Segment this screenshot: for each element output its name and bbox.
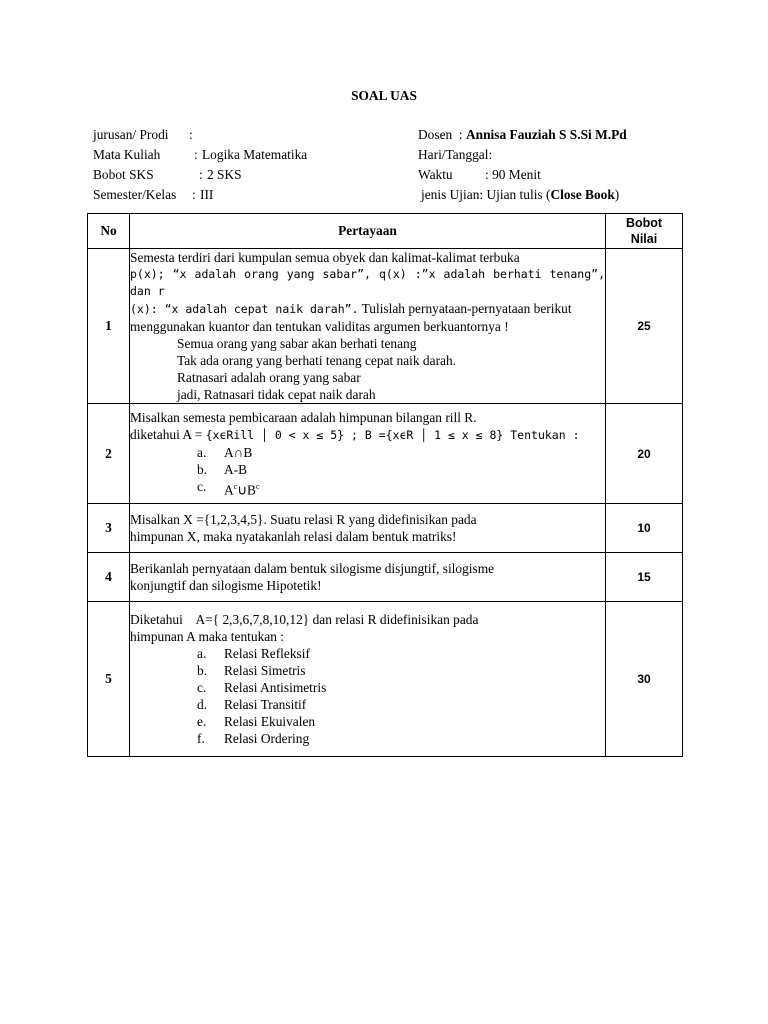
- list-text: A-B: [224, 461, 248, 477]
- list-item: [130, 679, 605, 696]
- list-text: Relasi Transitif: [224, 697, 307, 712]
- list-marker: d.: [197, 697, 208, 712]
- info-value: III: [200, 187, 214, 202]
- row-number: 2: [88, 404, 130, 504]
- question-text: Diketahui A={ 2,3,6,7,8,10,12} dan relasi R didefinisikan pada: [130, 612, 479, 627]
- list-item: [130, 444, 605, 461]
- list-marker: e.: [197, 714, 207, 729]
- info-row-waktu: [418, 165, 627, 185]
- info-row-mata-kuliah: [93, 145, 308, 165]
- list-text: Relasi Ordering: [224, 731, 310, 746]
- question-cell: [130, 553, 606, 602]
- question-text: Tulislah pernyataan-pernyataan berikut: [358, 301, 572, 316]
- list-item: [130, 478, 605, 498]
- question-text: [130, 426, 605, 444]
- row-number: 1: [88, 249, 130, 404]
- set-definition: {xϵRill │ 0 < x ≤ 5} ; B ={xϵR │ 1 ≤ x ≤ 8} Tentukan :: [205, 427, 580, 442]
- info-row-prodi: [93, 125, 193, 145]
- header-weight-line1: Bobot: [625, 216, 663, 230]
- question-text: menggunakan kuantor dan tentukan validitas argumen berkuantornya !: [130, 319, 509, 334]
- superscript-c: c: [233, 481, 238, 491]
- info-sep: :: [189, 127, 193, 142]
- list-marker: c.: [197, 478, 207, 494]
- weight-value: 20: [606, 404, 683, 504]
- info-row-bobot-sks: [93, 165, 242, 185]
- row-number: 5: [88, 602, 130, 757]
- jenis-key: jenis Ujian: Ujian tulis (: [421, 187, 551, 202]
- info-sep: :: [194, 147, 198, 162]
- list-item: [130, 662, 605, 679]
- weight-value: 15: [606, 553, 683, 602]
- jenis-end: ): [614, 187, 620, 202]
- page-title: SOAL UAS: [351, 88, 417, 103]
- weight-value: 30: [606, 602, 683, 757]
- header-no: No: [88, 214, 130, 249]
- question-text: himpunan X, maka nyatakanlah relasi dalam bentuk matriks!: [130, 529, 457, 544]
- list-text: [224, 478, 260, 498]
- question-text: diketahui A =: [130, 426, 206, 442]
- list-marker: b.: [197, 461, 208, 477]
- list-text: Relasi Ekuivalen: [224, 714, 316, 729]
- exam-table: [87, 213, 683, 757]
- statement: Semua orang yang sabar akan berhati tenang: [177, 336, 417, 351]
- info-row-hari: [418, 145, 627, 165]
- list-text: Relasi Antisimetris: [224, 680, 327, 695]
- list-text-a: A: [224, 482, 234, 498]
- superscript-c: c: [255, 481, 260, 491]
- info-sep: :: [199, 167, 203, 182]
- statement: jadi, Ratnasari tidak cepat naik darah: [177, 387, 376, 402]
- list-item: [130, 645, 605, 662]
- waktu-value: : 90 Menit: [485, 167, 541, 182]
- row-number: 3: [88, 504, 130, 553]
- question-text: Berikanlah pernyataan dalam bentuk silogisme disjungtif, silogisme: [130, 561, 495, 576]
- info-sep: :: [192, 187, 196, 202]
- weight-value: 25: [606, 249, 683, 404]
- info-row-jenis: [418, 185, 627, 205]
- dosen-key: Dosen: [418, 127, 453, 142]
- jenis-bold: Close Book: [550, 187, 615, 202]
- question-text: Semesta terdiri dari kumpulan semua obyek dan kalimat-kalimat terbuka: [130, 250, 520, 265]
- statement: Tak ada orang yang berhati tenang cepat naik darah.: [177, 353, 457, 368]
- list-marker: a.: [197, 444, 207, 460]
- statement: Ratnasari adalah orang yang sabar: [177, 370, 361, 385]
- question-text-mono: (x): “x adalah cepat naik darah”.: [130, 302, 359, 316]
- table-row-2: [88, 404, 683, 504]
- list-item: [130, 730, 605, 747]
- header-weight-line2: Nilai: [630, 232, 658, 246]
- question-cell: [130, 249, 606, 404]
- info-value: 2 SKS: [207, 167, 242, 182]
- list-marker: b.: [197, 663, 208, 678]
- table-header-row: [88, 214, 683, 249]
- list-text-union: ∪B: [237, 482, 256, 498]
- question-cell: [130, 504, 606, 553]
- list-marker: c.: [197, 680, 207, 695]
- waktu-key: Waktu: [418, 167, 453, 182]
- question-cell: [130, 404, 606, 504]
- question-text: Misalkan semesta pembicaraan adalah himpunan bilangan rill R.: [130, 409, 477, 425]
- list-item: [130, 461, 605, 478]
- info-key: jurusan/ Prodi: [93, 127, 169, 142]
- list-text: Relasi Simetris: [224, 663, 306, 678]
- question-text: Misalkan X ={1,2,3,4,5}. Suatu relasi R yang didefinisikan pada: [130, 512, 477, 527]
- header-weight: [606, 214, 683, 249]
- list-text: A∩B: [224, 444, 253, 460]
- list-marker: f.: [197, 731, 205, 746]
- question-text: [130, 300, 605, 318]
- table-row-5: [88, 602, 683, 757]
- question-cell: [130, 602, 606, 757]
- list-item: [130, 713, 605, 730]
- info-value: Logika Matematika: [202, 147, 308, 162]
- list-text: Relasi Refleksif: [224, 646, 310, 661]
- weight-value: 10: [606, 504, 683, 553]
- question-text: konjungtif dan silogisme Hipotetik!: [130, 578, 322, 593]
- exam-info-right: [418, 125, 627, 205]
- header-question: Pertayaan: [130, 214, 606, 249]
- question-text-mono: p(x); “x adalah orang yang sabar”, q(x) :”x adalah berhati tenang”, dan r: [130, 267, 605, 298]
- list-marker: a.: [197, 646, 207, 661]
- info-key: Bobot SKS: [93, 167, 154, 182]
- list-item: [130, 696, 605, 713]
- info-key: Semester/Kelas: [93, 187, 177, 202]
- hari-key: Hari/Tanggal:: [418, 147, 493, 162]
- info-key: Mata Kuliah: [93, 147, 161, 162]
- exam-info-left: [93, 125, 308, 205]
- table-row-4: [88, 553, 683, 602]
- table-row-1: [88, 249, 683, 404]
- info-row-semester: [93, 185, 214, 205]
- info-row-dosen: Dosen : Annisa Fauziah S S.Si M.Pd: [418, 127, 627, 142]
- question-text: himpunan A maka tentukan :: [130, 629, 284, 644]
- dosen-value: Annisa Fauziah S S.Si M.Pd: [465, 127, 627, 142]
- row-number: 4: [88, 553, 130, 602]
- table-row-3: [88, 504, 683, 553]
